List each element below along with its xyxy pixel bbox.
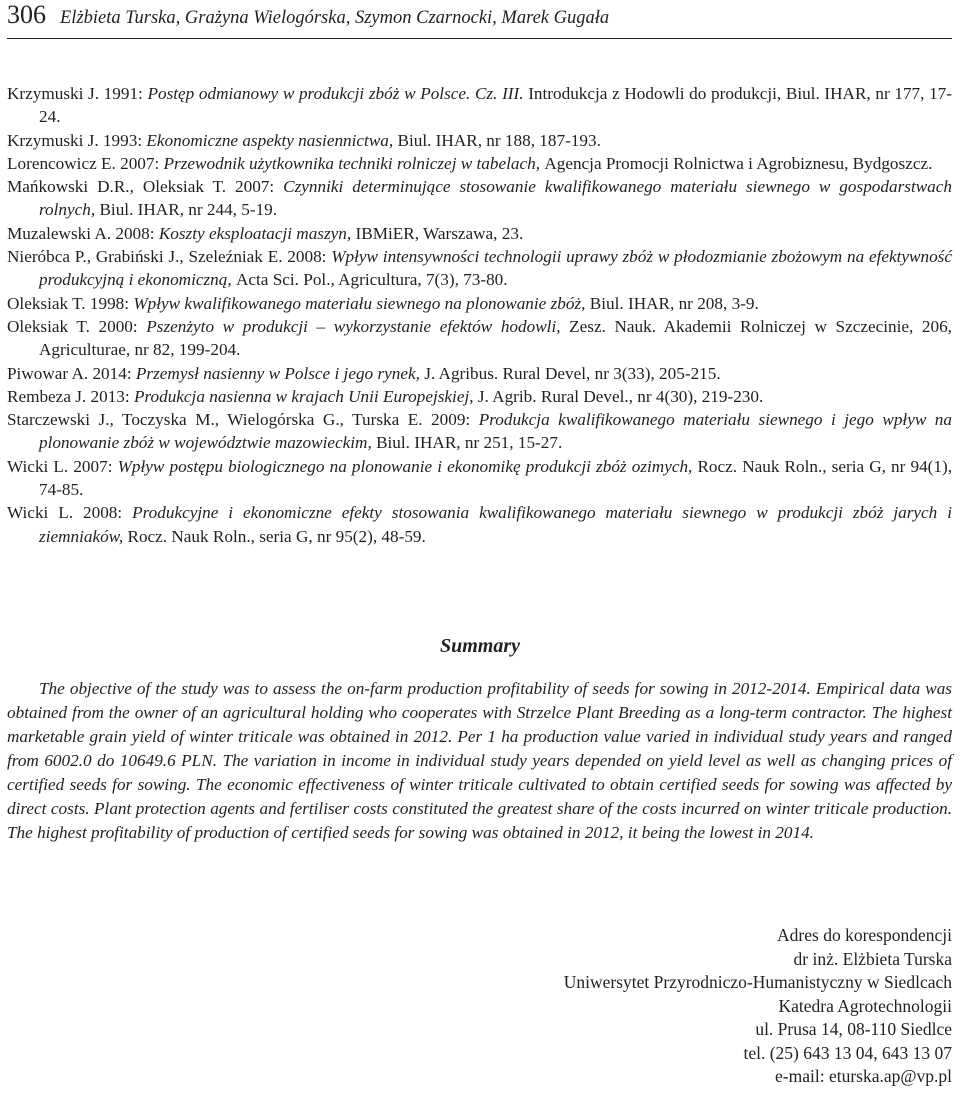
reference-source: Biul. IHAR, nr 208, 3-9.: [589, 293, 759, 313]
reference-author: Krzymuski J. 1991:: [7, 84, 148, 103]
reference-title: Produkcja kwalifikowanego materiału siewnego i jego wpływ na plonowanie zbóż w województwie mazowieckim,: [39, 410, 952, 453]
running-header: [7, 0, 609, 30]
reference-title: Przewodnik użytkownika techniki rolniczej w tabelach,: [163, 153, 545, 173]
reference-item: [7, 222, 952, 245]
reference-author: Lorencowicz E. 2007:: [7, 153, 164, 173]
reference-title: Przemysł nasienny w Polsce i jego rynek,: [135, 363, 425, 383]
summary-text: The objective of the study was to assess the on-farm production profitability of seeds for sowing in 2012-2014. Empirical data was obtained from the owner of an agricultural holding who cooperates with Strzelce Plant Breeding as a long-term contractor. The highest marketable grain yield of winter triticale was obtained in 2012. Per 1 ha production value varied in individual study years and ranged from 6002.0 do 10649.6 PLN. The variation in income in individual study years depended on yield level as well as changing prices of certified seeds for sowing. The economic effectiveness of winter triticale cultivated to obtain certified seeds for sowing was affected by direct costs. Plant protection agents and fertiliser costs constituted the greatest share of the costs incurred on winter triticale production. The highest profitability of production of certified seeds for sowing was obtained in 2012, it being the lowest in 2014.: [7, 679, 952, 842]
reference-source: Agencja Promocji Rolnictwa i Agrobiznesu, Bydgoszcz.: [544, 153, 933, 173]
reference-item: [7, 501, 952, 548]
reference-author: Piwowar A. 2014:: [7, 363, 136, 383]
reference-source: Biul. IHAR, nr 251, 15-27.: [376, 433, 563, 453]
address-line: ul. Prusa 14, 08-110 Siedlce: [755, 1019, 952, 1039]
address-line: Katedra Agrotechnologii: [778, 995, 952, 1016]
reference-list: [7, 82, 952, 548]
reference-author: Oleksiak T. 2000:: [7, 316, 147, 336]
reference-title: Wpływ intensywności technologii uprawy zbóż w płodozmianie zbożowym na efektywność produkcyjną i ekonomiczną,: [39, 247, 952, 290]
reference-author: Oleksiak T. 1998:: [7, 293, 134, 313]
reference-source: Rocz. Nauk Roln., seria G, nr 95(2), 48-59.: [127, 526, 426, 546]
reference-item: [7, 245, 952, 292]
page-number: 306: [7, 0, 46, 29]
reference-source: IBMiER, Warszawa, 23.: [355, 223, 524, 243]
correspondence-address: [564, 924, 952, 1089]
summary-heading: Summary: [439, 635, 521, 657]
reference-source: J. Agribus. Rural Devel, nr 3(33), 205-215.: [424, 363, 721, 383]
reference-author: Rembeza J. 2013:: [7, 386, 134, 406]
reference-title: Czynniki determinujące stosowanie kwalifikowanego materiału siewnego w gospodarstwach rolnych,: [39, 177, 952, 220]
reference-author: Krzymuski J. 1993:: [7, 130, 147, 150]
reference-source: J. Agrib. Rural Devel., nr 4(30), 219-230.: [477, 386, 764, 406]
reference-title: Wpływ kwalifikowanego materiału siewnego na plonowanie zbóż,: [133, 293, 590, 313]
reference-title: Produkcja nasienna w krajach Unii Europejskiej,: [133, 386, 478, 406]
reference-item: [7, 315, 952, 362]
email-address: e-mail: eturska.ap@vp.pl: [775, 1066, 952, 1086]
address-line: dr inż. Elżbieta Turska: [793, 948, 952, 969]
reference-item: [7, 408, 952, 455]
reference-item: [7, 455, 952, 502]
reference-author: Muzalewski A. 2008:: [7, 223, 159, 243]
reference-title: Postęp odmianowy w produkcji zbóż w Polsce. Cz. III.: [147, 84, 529, 103]
address-line: Uniwersytet Przyrodniczo-Humanistyczny w Siedlcach: [563, 972, 952, 992]
reference-item: [7, 152, 952, 175]
reference-item: [7, 385, 952, 408]
reference-author: Wicki L. 2007:: [7, 456, 118, 476]
reference-author: Wicki L. 2008:: [7, 503, 133, 523]
reference-item: [7, 82, 952, 129]
header-rule: [7, 38, 952, 39]
reference-item: [7, 129, 952, 152]
reference-author: Starczewski J., Toczyska M., Wielogórska G., Turska E. 2009:: [7, 410, 479, 430]
reference-source: Zesz. Nauk. Akademii Rolniczej w Szczecinie, 206, Agriculturae, nr 82, 199-204.: [39, 316, 952, 360]
reference-author: Mańkowski D.R., Oleksiak T. 2007:: [7, 177, 284, 197]
reference-item: [7, 175, 952, 222]
reference-title: Produkcyjne i ekonomiczne efekty stosowania kwalifikowanego materiału siewnego w produkcji zbóż jarych i ziemniaków,: [39, 503, 952, 546]
reference-title: Koszty eksploatacji maszyn,: [158, 223, 356, 243]
reference-source: Introdukcja z Hodowli do produkcji, Biul. IHAR, nr 177, 17-24.: [39, 84, 953, 127]
reference-source: Acta Sci. Pol., Agricultura, 7(3), 73-80.: [235, 270, 508, 290]
reference-source: Rocz. Nauk Roln., seria G, nr 94(1), 74-85.: [39, 456, 952, 500]
reference-item: [7, 362, 952, 385]
address-line: Adres do korespondencji: [777, 925, 952, 945]
reference-author: Nieróbca P., Grabiński J., Szeleźniak E. 2008:: [7, 247, 332, 267]
reference-source: Biul. IHAR, nr 244, 5-19.: [99, 200, 278, 220]
running-header-authors: Elżbieta Turska, Grażyna Wielogórska, Szymon Czarnocki, Marek Gugała: [60, 8, 610, 28]
address-line: tel. (25) 643 13 04, 643 13 07: [743, 1042, 952, 1063]
reference-source: Biul. IHAR, nr 188, 187-193.: [397, 130, 601, 150]
reference-title: Pszenżyto w produkcji – wykorzystanie efektów hodowli,: [146, 316, 570, 336]
reference-title: Ekonomiczne aspekty nasiennictwa,: [146, 130, 398, 150]
reference-item: [7, 292, 952, 315]
reference-title: Wpływ postępu biologicznego na plonowanie i ekonomikę produkcji zbóż ozimych,: [117, 456, 698, 476]
